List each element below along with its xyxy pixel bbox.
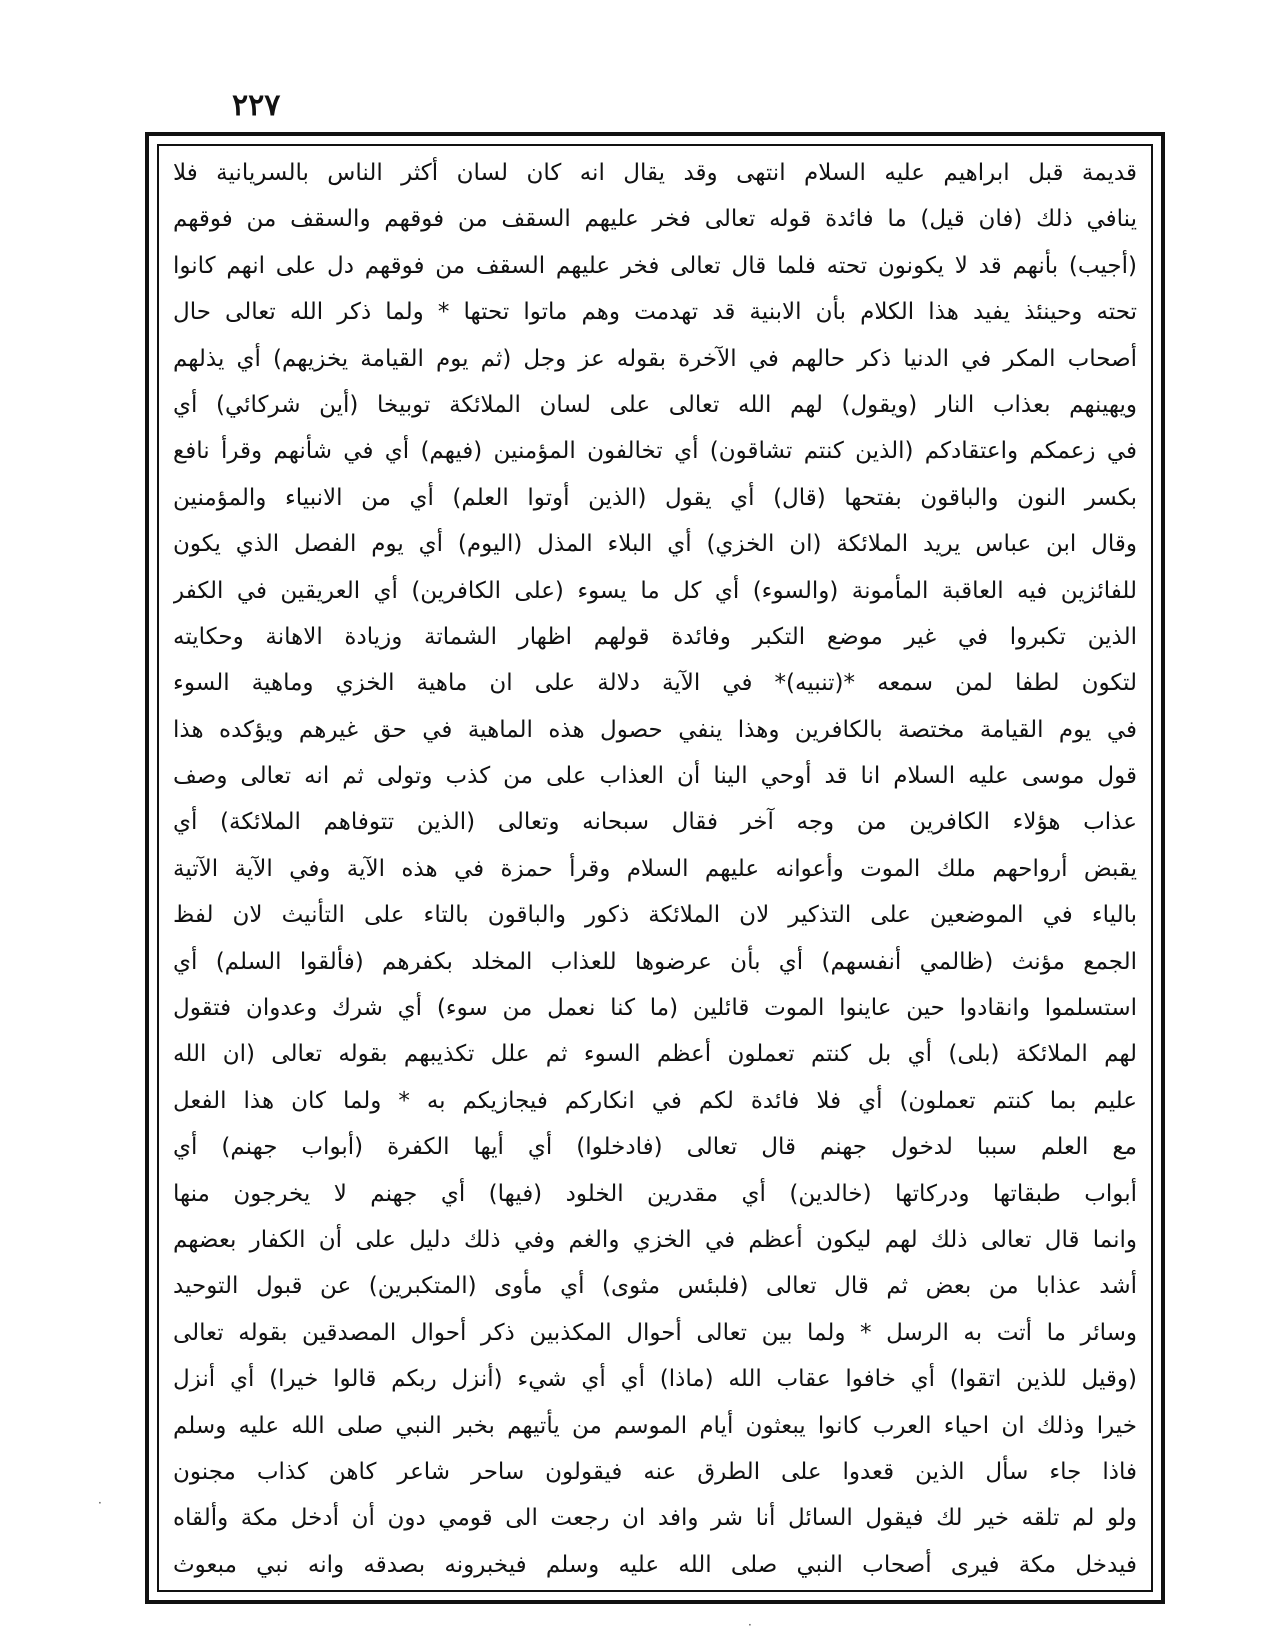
text-line: ويهينهم بعذاب النار (ويقول) لهم الله تعالى على لسان الملائكة توبيخا (أين شركائي) أي xyxy=(173,391,1137,418)
text-line: وانما قال تعالى ذلك لهم ليكون أعظم في الخزي والغم وفي ذلك دليل على أن الكفار بعضهم xyxy=(173,1226,1137,1253)
scan-speck: · xyxy=(748,1618,752,1632)
text-line: وقال ابن عباس يريد الملائكة (ان الخزي) أي البلاء المذل (اليوم) أي يوم الفصل الذي يكون xyxy=(173,531,1137,558)
text-line: قديمة قبل ابراهيم عليه السلام انتهى وقد يقال انه كان لسان أكثر الناس بالسريانية فلا xyxy=(173,160,1137,186)
text-line: الذين تكبروا في غير موضع التكبر وفائدة قولهم اظهار الشماتة وزيادة الاهانة وحكايته xyxy=(173,623,1137,650)
text-line: في يوم القيامة مختصة بالكافرين وهذا ينفي حصول هذه الماهية في حق غيرهم ويؤكده هذا xyxy=(173,716,1137,743)
page-border-outer xyxy=(145,132,1165,1604)
text-line: ينافي ذلك (فان قيل) ما فائدة قوله تعالى فخر عليهم السقف من فوقهم والسقف من فوقهم xyxy=(173,206,1137,233)
text-line: الجمع مؤنث (ظالمي أنفسهم) أي بأن عرضوها للعذاب المخلد بكفرهم (فألقوا السلم) أي xyxy=(173,948,1137,975)
text-line: ولو لم تلقه خير لك فيقول السائل أنا شر وافد ان رجعت الى قومي دون أن أدخل مكة وألقاه xyxy=(173,1505,1137,1532)
text-line: فيدخل مكة فيرى أصحاب النبي صلى الله عليه وسلم فيخبرونه بصدقه وانه نبي مبعوث xyxy=(173,1551,1137,1578)
text-line: بكسر النون والباقون بفتحها (قال) أي يقول (الذين أوتوا العلم) أي من الانبياء والمؤمنين xyxy=(173,484,1137,511)
text-line: مع العلم سببا لدخول جهنم قال تعالى (فادخلوا) أي أيها الكفرة (أبواب جهنم) أي xyxy=(173,1134,1137,1161)
text-line: أشد عذابا من بعض ثم قال تعالى (فلبئس مثوى) أي مأوى (المتكبرين) عن قبول التوحيد xyxy=(173,1273,1137,1300)
text-line: تحته وحينئذ يفيد هذا الكلام بأن الابنية قد تهدمت وهم ماتوا تحتها * ولما ذكر الله تعالى حال xyxy=(173,299,1137,326)
text-line: بالياء في الموضعين على التذكير لان الملائكة ذكور والباقون بالتاء على التأنيث لان لفظ xyxy=(173,902,1137,929)
text-line: لتكون لطفا لمن سمعه *(تنبيه)* في الآية دلالة على ان ماهية الخزي وماهية السوء xyxy=(173,670,1137,697)
text-line: عذاب هؤلاء الكافرين من وجه آخر فقال سبحانه وتعالى (الذين تتوفاهم الملائكة) أي xyxy=(173,809,1137,836)
text-line: فاذا جاء سأل الذين قعدوا على الطرق عنه فيقولون ساحر شاعر كاهن كذاب مجنون xyxy=(173,1458,1137,1485)
text-line: لهم الملائكة (بلى) أي بل كنتم تعملون أعظم السوء ثم علل تكذيبهم بقوله تعالى (ان الله xyxy=(173,1041,1137,1068)
text-block xyxy=(173,154,1137,1584)
text-line: أصحاب المكر في الدنيا ذكر حالهم في الآخرة بقوله عز وجل (ثم يوم القيامة يخزيهم) أي يذلهم xyxy=(173,345,1137,372)
text-line: عليم بما كنتم تعملون) أي فلا فائدة لكم في انكاركم فيجازيكم به * ولما كان هذا الفعل xyxy=(173,1087,1137,1114)
text-line: يقبض أرواحهم ملك الموت وأعوانه عليهم السلام وقرأ حمزة في هذه الآية وفي الآية الآتية xyxy=(173,855,1137,882)
text-line: وسائر ما أتت به الرسل * ولما بين تعالى أحوال المكذبين ذكر أحوال المصدقين بقوله تعالى xyxy=(173,1319,1137,1346)
page-number: ٢٢٧ xyxy=(232,88,281,123)
text-line: استسلموا وانقادوا حين عاينوا الموت قائلين (ما كنا نعمل من سوء) أي شرك وعدوان فتقول xyxy=(173,995,1137,1022)
page-border-inner xyxy=(157,144,1153,1592)
text-line: للفائزين فيه العاقبة المأمونة (والسوء) أي كل ما يسوء (على الكافرين) أي العريقين في الكفر xyxy=(173,577,1137,604)
text-line: خيرا وذلك ان احياء العرب كانوا يبعثون أيام الموسم من يأتيهم بخبر النبي صلى الله عليه وسلم xyxy=(173,1412,1137,1439)
scan-speck: · xyxy=(98,1496,102,1510)
text-line: في زعمكم واعتقادكم (الذين كنتم تشاقون) أي تخالفون المؤمنين (فيهم) أي في شأنهم وقرأ نافع xyxy=(173,438,1137,465)
text-line: قول موسى عليه السلام انا قد أوحي الينا أن العذاب على من كذب وتولى ثم انه تعالى وصف xyxy=(173,763,1137,790)
text-line: (أجيب) بأنهم قد لا يكونون تحته فلما قال تعالى فخر عليهم السقف من فوقهم دل على انهم كانوا xyxy=(173,252,1137,279)
text-line: أبواب طبقاتها ودركاتها (خالدين) أي مقدرين الخلود (فيها) أي جهنم لا يخرجون منها xyxy=(173,1180,1137,1207)
text-line: (وقيل للذين اتقوا) أي خافوا عقاب الله (ماذا) أي أي شيء (أنزل ربكم قالوا خيرا) أي أنزل xyxy=(173,1366,1137,1393)
